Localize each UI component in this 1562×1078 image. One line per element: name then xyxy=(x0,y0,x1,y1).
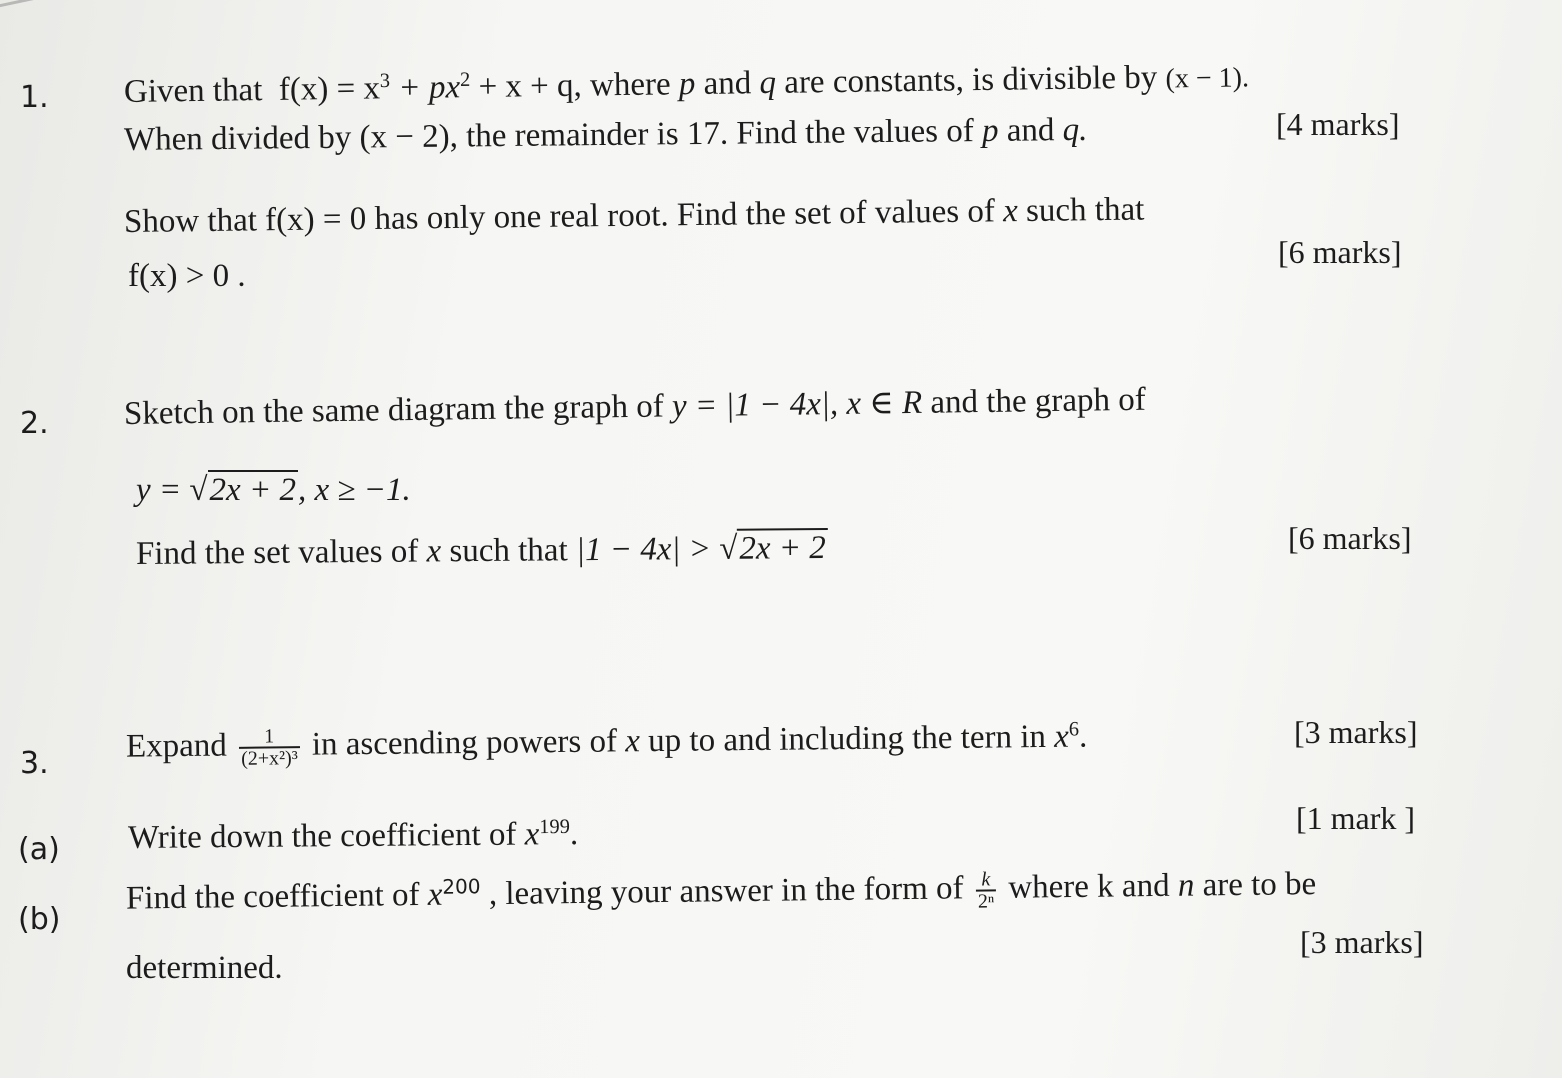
question-2-number: 2. xyxy=(20,406,49,441)
q1-and: and xyxy=(695,65,760,103)
q3-expand-text: Expand xyxy=(125,727,236,765)
q3b-marks: [3 marks] xyxy=(1300,924,1424,960)
q1-line-2 xyxy=(123,111,1088,158)
q3b-label: (b) xyxy=(18,902,61,937)
q1-px: + px xyxy=(389,69,461,107)
q2-inequality-lhs: |1 − 4x| > xyxy=(575,530,720,569)
q1-constants-text: are constants, is divisible by xyxy=(784,59,1158,101)
q3b-line-2: determined. xyxy=(126,950,283,986)
q2-graph-of-text: and the graph of xyxy=(921,381,1146,421)
q2-line-3 xyxy=(135,529,828,572)
q3b-where-text: where k and xyxy=(999,867,1179,906)
q1-root-text: has only one real root. Find the set of values of xyxy=(366,193,1004,238)
q1-rest: + x + q, xyxy=(470,67,583,106)
q3b-form-text: , leaving your answer in the form of xyxy=(480,870,972,913)
q2-line-1 xyxy=(123,381,1146,432)
q2-sqrt: √2x + 2 xyxy=(189,472,296,508)
q3-line-1 xyxy=(126,718,1088,770)
q1-line-4: f(x) > 0 . xyxy=(128,258,246,294)
q1-exp2: 2 xyxy=(459,68,471,92)
q1-fx: f(x) = x xyxy=(278,70,381,108)
q1-divided-text: When divided by xyxy=(123,119,360,158)
q2-abs-equation: y = |1 − 4x|, x ∈ R xyxy=(671,384,923,425)
question-1-number: 1. xyxy=(20,80,49,115)
q2-find-text: Find the set values of xyxy=(135,533,427,572)
q2-sqrt-2: √2x + 2 xyxy=(719,532,828,566)
q3-ascending-text: in ascending powers of xyxy=(303,723,626,763)
q1-where: where xyxy=(581,66,680,104)
q2-y-eq: y = xyxy=(136,472,190,508)
q1-function xyxy=(279,68,582,108)
q3b-frac-numerator: k xyxy=(976,869,997,891)
q3a-exp: 199 xyxy=(539,815,570,839)
q3b-line-1 xyxy=(126,865,1317,922)
q3a-label: (a) xyxy=(18,832,60,867)
q1-show-text: Show that xyxy=(123,202,266,240)
q1-q: q xyxy=(759,64,777,102)
q1-given-text: Given that xyxy=(123,72,263,110)
q1-p: p xyxy=(678,66,696,103)
q3b-exp: 200 xyxy=(442,874,481,899)
q3-term-x: x xyxy=(1053,718,1070,755)
q3-up-to-text: up to and including the tern in xyxy=(639,718,1055,760)
q2-x: x xyxy=(426,533,442,570)
q3a-dot: . xyxy=(569,816,579,853)
q3b-n: n xyxy=(1177,867,1195,904)
q1-marks-a: [4 marks] xyxy=(1276,106,1400,142)
q3-frac-numerator: 1 xyxy=(239,726,300,749)
q2-such-that: such that xyxy=(441,532,577,570)
q3b-frac-denominator: 2ⁿ xyxy=(977,890,995,913)
q1-x: x xyxy=(1002,193,1019,230)
q1-line-3 xyxy=(123,191,1145,240)
q1-line-1 xyxy=(124,60,1249,109)
q2-domain-condition: , x ≥ −1. xyxy=(297,472,411,508)
q1-factor-x-2: (x − 2), xyxy=(359,118,459,156)
paper-corner-mark xyxy=(0,0,41,17)
q1-fx-eq-0: f(x) = 0 xyxy=(264,201,367,239)
q1-such-that: such that xyxy=(1017,191,1145,230)
q3b-x: x xyxy=(427,876,443,913)
q3a-x: x xyxy=(524,816,540,853)
q3-term-dot: . xyxy=(1078,718,1088,755)
q3-marks: [3 marks] xyxy=(1294,714,1418,750)
q2-line-2 xyxy=(136,474,411,507)
q2-sketch-text: Sketch on the same diagram the graph of xyxy=(123,388,673,432)
q1-and2: and xyxy=(998,112,1063,149)
q1-q2: q. xyxy=(1062,111,1088,149)
q3a-text: Write down the coefficient of xyxy=(127,816,525,856)
q1-remainder-text: the remainder is 17. Find the values of xyxy=(457,113,983,155)
q3b-text: Find the coefficient of xyxy=(125,876,428,917)
q3-x: x xyxy=(625,723,641,760)
q2-radicand: 2x + 2 xyxy=(209,472,296,508)
q2-marks: [6 marks] xyxy=(1288,520,1412,556)
q3a-line xyxy=(127,815,579,856)
q3b-are-to-be: are to be xyxy=(1194,866,1317,904)
q3-fraction xyxy=(239,726,300,769)
question-3-number: 3. xyxy=(20,746,49,781)
q3-frac-denominator: (2+x²)³ xyxy=(241,747,298,770)
q2-radicand-2: 2x + 2 xyxy=(737,528,828,567)
q3b-fraction xyxy=(976,869,997,911)
q1-p2: p xyxy=(981,112,999,150)
q1-marks-b: [6 marks] xyxy=(1278,234,1402,270)
q1-exp3: 3 xyxy=(379,70,391,93)
q1-factor-x-1: (x − 1). xyxy=(1165,62,1250,95)
q3-term-exp: 6 xyxy=(1068,718,1080,741)
q3a-marks: [1 mark ] xyxy=(1296,800,1416,836)
